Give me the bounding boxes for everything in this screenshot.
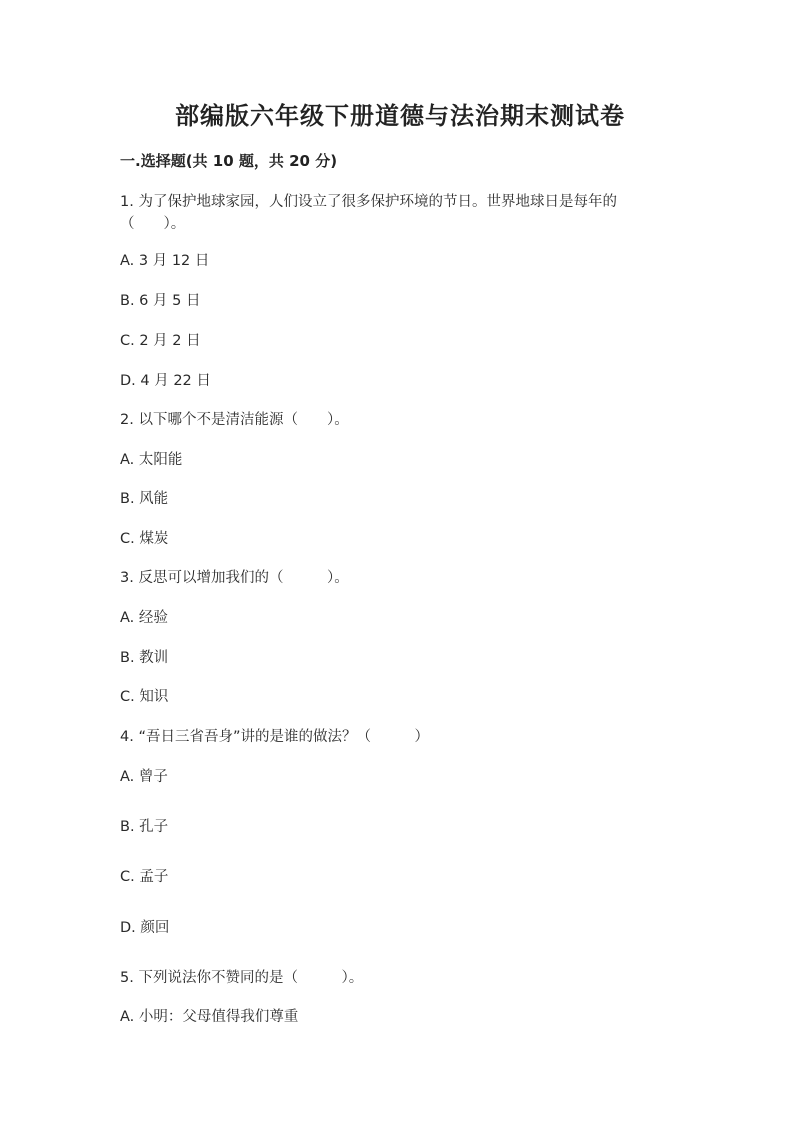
question-4-option-c: C. 孟子: [120, 869, 169, 885]
question-2-stem: 2. 以下哪个不是清洁能源（ ）。: [120, 412, 349, 428]
question-1-stem: 1. 为了保护地球家园，人们设立了很多保护环境的节日。世界地球日是每年的: [120, 194, 617, 210]
question-5-option-a: A. 小明：父母值得我们尊重: [120, 1009, 299, 1025]
question-1-option-a: A. 3 月 12 日: [120, 253, 210, 269]
question-1-option-b: B. 6 月 5 日: [120, 293, 201, 309]
section-heading: 一.选择题(共 10 题，共 20 分): [120, 152, 338, 170]
question-1-option-d: D. 4 月 22 日: [120, 373, 211, 389]
question-4-option-d: D. 颜回: [120, 920, 170, 936]
question-3-option-c: C. 知识: [120, 689, 169, 705]
question-4-option-a: A. 曾子: [120, 769, 168, 785]
question-5-stem: 5. 下列说法你不赞同的是（ ）。: [120, 970, 364, 986]
question-2-option-c: C. 煤炭: [120, 531, 169, 547]
question-4-option-b: B. 孔子: [120, 819, 169, 835]
question-1-option-c: C. 2 月 2 日: [120, 333, 201, 349]
question-2-option-b: B. 风能: [120, 491, 169, 507]
question-2-option-a: A. 太阳能: [120, 452, 183, 468]
question-1-stem-cont: （ ）。: [120, 216, 186, 232]
question-3-stem: 3. 反思可以增加我们的（ ）。: [120, 570, 349, 586]
question-3-option-a: A. 经验: [120, 610, 168, 626]
page-title: 部编版六年级下册道德与法治期末测试卷: [175, 101, 625, 130]
question-4-stem: 4. “吾日三省吾身”讲的是谁的做法？（ ）: [120, 729, 429, 745]
question-3-option-b: B. 教训: [120, 650, 169, 666]
